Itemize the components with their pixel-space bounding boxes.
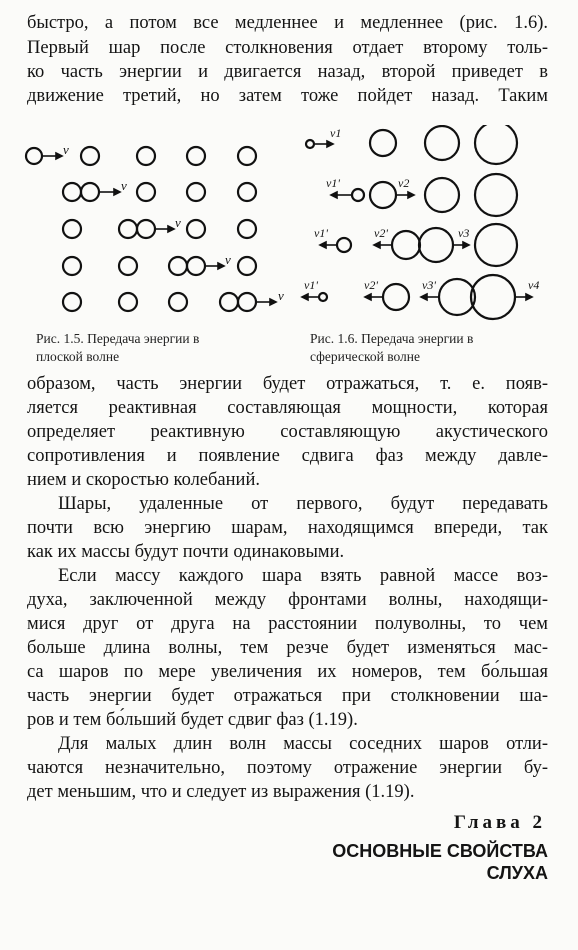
arrowhead — [327, 141, 333, 147]
velocity-label: v2 — [398, 176, 410, 190]
ball — [26, 148, 42, 164]
chapter-title-line: СЛУХА — [486, 863, 548, 883]
ball — [63, 257, 81, 275]
velocity-label: v — [278, 288, 284, 303]
ball — [471, 275, 515, 319]
arrowhead — [526, 294, 532, 300]
ball — [187, 220, 205, 238]
ball — [475, 174, 517, 216]
text-line: Для малых длин волн массы соседних шаров отли- — [58, 734, 548, 754]
ball — [238, 257, 256, 275]
caption-line: Рис. 1.6. Передача энергии в — [310, 331, 474, 346]
ball — [119, 293, 137, 311]
caption-line: плоской волне — [36, 349, 120, 364]
arrowhead — [270, 299, 276, 305]
velocity-label: v1' — [304, 278, 318, 292]
ball — [63, 220, 81, 238]
text-line: образом, часть энергии будет отражаться, т. е. появ- — [27, 374, 548, 394]
ball — [337, 238, 351, 252]
chapter-label: Глава 2 — [453, 812, 546, 833]
ball — [169, 257, 187, 275]
text-line: чаются незначительно, поэтому отражение энергии бу- — [27, 758, 548, 778]
figure-spherical-wave — [300, 125, 558, 325]
arrowhead — [168, 226, 174, 232]
velocity-label: v1' — [326, 176, 340, 190]
arrowhead — [331, 192, 337, 198]
ball — [319, 293, 327, 301]
text-line: нием и скоростью колебаний. — [27, 470, 260, 490]
ball — [119, 257, 137, 275]
ball — [475, 125, 517, 164]
ball — [383, 284, 409, 310]
ball — [137, 183, 155, 201]
text-line: почти всю энергию шарам, находящимся впереди, так — [27, 518, 548, 538]
caption-line: сферической волне — [310, 349, 421, 364]
figure-plane-wave — [22, 125, 302, 325]
chapter-title-line: ОСНОВНЫЕ СВОЙСТВА — [332, 841, 548, 861]
text-line: Шары, удаленные от первого, будут передавать — [58, 494, 548, 514]
ball — [137, 220, 155, 238]
velocity-label: v4 — [528, 278, 540, 292]
ball — [169, 293, 187, 311]
velocity-label: v — [63, 142, 69, 157]
ball — [63, 293, 81, 311]
ball — [238, 147, 256, 165]
text-line: са шаров по мере увеличения их номеров, тем бо́льшая — [27, 662, 548, 682]
velocity-label: v — [121, 178, 127, 193]
caption-line: Рис. 1.5. Передача энергии в — [36, 331, 200, 346]
text-line: движение третий, но затем тоже пойдет назад. Таким — [27, 86, 548, 106]
ball — [352, 189, 364, 201]
ball — [238, 293, 256, 311]
ball — [370, 130, 396, 156]
ball — [137, 147, 155, 165]
arrowhead — [218, 263, 224, 269]
text-line: Первый шар после столкновения отдает второму толь- — [27, 38, 548, 58]
ball — [238, 220, 256, 238]
arrowhead — [365, 294, 371, 300]
text-line: определяет реактивную составляющую акустического — [27, 422, 548, 442]
velocity-label: v — [175, 215, 181, 230]
text-line: ляется реактивная составляющая мощности, которая — [27, 398, 548, 418]
ball — [187, 147, 205, 165]
velocity-label: v1 — [330, 126, 342, 140]
chapter-title — [332, 840, 548, 884]
ball — [119, 220, 137, 238]
text-line: больше длина волны, тем резче будет изменяться мас- — [27, 638, 548, 658]
ball — [370, 182, 396, 208]
text-line: быстро, а потом все медленнее и медленнее (рис. 1.6). — [27, 13, 548, 33]
ball — [392, 231, 420, 259]
ball — [238, 183, 256, 201]
arrowhead — [56, 153, 62, 159]
figure-1-5-caption — [36, 330, 199, 366]
velocity-label: v1' — [314, 226, 328, 240]
ball — [439, 279, 475, 315]
arrowhead — [114, 189, 120, 195]
velocity-label: v2' — [364, 278, 378, 292]
ball — [81, 147, 99, 165]
text-line: ко часть энергии и двигается назад, второй приведет в — [27, 62, 548, 82]
ball — [187, 183, 205, 201]
arrowhead — [463, 242, 469, 248]
text-line: духа, заключенной между фронтами волны, находящи- — [27, 590, 548, 610]
velocity-label: v3' — [422, 278, 436, 292]
text-line: ров и тем бо́льший будет сдвиг фаз (1.19). — [27, 710, 358, 730]
arrowhead — [302, 294, 308, 300]
ball — [425, 126, 459, 160]
ball — [306, 140, 314, 148]
spherical-wave-diagram — [300, 125, 558, 325]
ball — [63, 183, 81, 201]
text-line: дет меньшим, что и следует из выражения (1.19). — [27, 782, 415, 802]
arrowhead — [408, 192, 414, 198]
text-line: мися друг от друга на расстоянии полуволны, то чем — [27, 614, 548, 634]
arrowhead — [421, 294, 427, 300]
text-line: сопротивления и появление сдвига фаз между давле- — [27, 446, 548, 466]
velocity-label: v3 — [458, 226, 470, 240]
velocity-label: v — [225, 252, 231, 267]
text-line: часть энергии будет отражаться при столкновении ша- — [27, 686, 548, 706]
arrowhead — [374, 242, 380, 248]
ball — [220, 293, 238, 311]
arrowhead — [320, 242, 326, 248]
ball — [81, 183, 99, 201]
ball — [419, 228, 453, 262]
ball — [475, 224, 517, 266]
text-line: Если массу каждого шара взять равной массе воз- — [58, 566, 548, 586]
ball — [425, 178, 459, 212]
figure-1-6-caption — [310, 330, 473, 366]
ball — [187, 257, 205, 275]
text-line: как их массы будут почти одинаковыми. — [27, 542, 345, 562]
velocity-label: v2' — [374, 226, 388, 240]
plane-wave-diagram — [22, 125, 302, 325]
